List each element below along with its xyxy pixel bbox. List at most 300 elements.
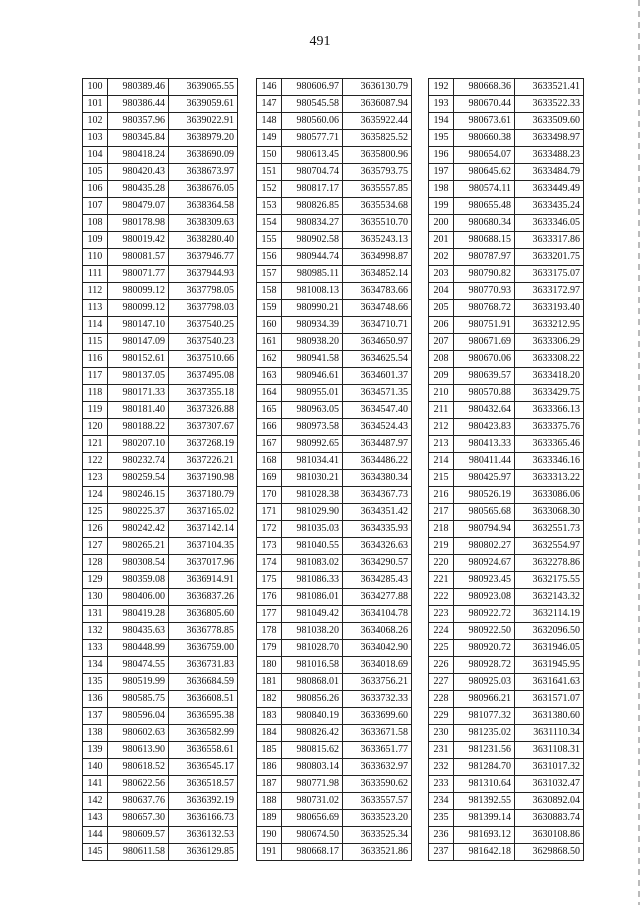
- x-coordinate: 980418.24: [108, 147, 169, 164]
- y-coordinate: 3636166.73: [169, 810, 238, 827]
- table-row: [429, 674, 584, 691]
- coordinate-table-2: [256, 78, 412, 861]
- table-row: [429, 198, 584, 215]
- x-coordinate: 980147.10: [108, 317, 169, 334]
- point-number: 195: [429, 130, 454, 147]
- x-coordinate: 980856.26: [282, 691, 343, 708]
- y-coordinate: 3633086.06: [515, 487, 584, 504]
- x-coordinate: 980613.45: [282, 147, 343, 164]
- table-row: [429, 147, 584, 164]
- x-coordinate: 980670.44: [454, 96, 515, 113]
- table-row: [257, 657, 412, 674]
- table-row: [429, 402, 584, 419]
- y-coordinate: 3633365.46: [515, 436, 584, 453]
- y-coordinate: 3637946.77: [169, 249, 238, 266]
- x-coordinate: 980688.15: [454, 232, 515, 249]
- y-coordinate: 3633651.77: [343, 742, 412, 759]
- x-coordinate: 980565.68: [454, 504, 515, 521]
- point-number: 228: [429, 691, 454, 708]
- table-row: [429, 334, 584, 351]
- point-number: 108: [83, 215, 108, 232]
- point-number: 163: [257, 368, 282, 385]
- point-number: 168: [257, 453, 282, 470]
- table-row: [83, 181, 238, 198]
- x-coordinate: 981030.21: [282, 470, 343, 487]
- x-coordinate: 980928.72: [454, 657, 515, 674]
- point-number: 111: [83, 266, 108, 283]
- point-number: 212: [429, 419, 454, 436]
- point-number: 135: [83, 674, 108, 691]
- y-coordinate: 3634042.90: [343, 640, 412, 657]
- table-row: [83, 266, 238, 283]
- x-coordinate: 980925.03: [454, 674, 515, 691]
- y-coordinate: 3636684.59: [169, 674, 238, 691]
- table-row: [83, 79, 238, 96]
- x-coordinate: 980019.42: [108, 232, 169, 249]
- x-coordinate: 980902.58: [282, 232, 343, 249]
- table-row: [257, 470, 412, 487]
- table-row: [429, 555, 584, 572]
- x-coordinate: 980474.55: [108, 657, 169, 674]
- table-row: [429, 504, 584, 521]
- x-coordinate: 980152.61: [108, 351, 169, 368]
- point-number: 167: [257, 436, 282, 453]
- x-coordinate: 980922.50: [454, 623, 515, 640]
- x-coordinate: 980526.19: [454, 487, 515, 504]
- y-coordinate: 3633449.49: [515, 181, 584, 198]
- table-row: [429, 249, 584, 266]
- table-row: [257, 368, 412, 385]
- x-coordinate: 980613.90: [108, 742, 169, 759]
- y-coordinate: 3639022.91: [169, 113, 238, 130]
- y-coordinate: 3631017.32: [515, 759, 584, 776]
- point-number: 179: [257, 640, 282, 657]
- y-coordinate: 3637142.14: [169, 521, 238, 538]
- table-row: [429, 470, 584, 487]
- table-row: [257, 436, 412, 453]
- point-number: 216: [429, 487, 454, 504]
- x-coordinate: 980668.36: [454, 79, 515, 96]
- table-row: [429, 708, 584, 725]
- point-number: 156: [257, 249, 282, 266]
- x-coordinate: 980657.30: [108, 810, 169, 827]
- x-coordinate: 980242.42: [108, 521, 169, 538]
- y-coordinate: 3634367.73: [343, 487, 412, 504]
- x-coordinate: 980670.06: [454, 351, 515, 368]
- table-row: [257, 334, 412, 351]
- y-coordinate: 3633484.79: [515, 164, 584, 181]
- table-row: [83, 827, 238, 844]
- x-coordinate: 980188.22: [108, 419, 169, 436]
- y-coordinate: 3635243.13: [343, 232, 412, 249]
- table-row: [83, 572, 238, 589]
- x-coordinate: 980840.19: [282, 708, 343, 725]
- x-coordinate: 980826.85: [282, 198, 343, 215]
- y-coordinate: 3633557.57: [343, 793, 412, 810]
- y-coordinate: 3638979.20: [169, 130, 238, 147]
- x-coordinate: 980817.17: [282, 181, 343, 198]
- x-coordinate: 980923.08: [454, 589, 515, 606]
- table-row: [257, 691, 412, 708]
- table-row: [257, 793, 412, 810]
- point-number: 231: [429, 742, 454, 759]
- point-number: 132: [83, 623, 108, 640]
- y-coordinate: 3633366.13: [515, 402, 584, 419]
- point-number: 148: [257, 113, 282, 130]
- table-row: [83, 759, 238, 776]
- x-coordinate: 980071.77: [108, 266, 169, 283]
- table-row: [83, 215, 238, 232]
- point-number: 213: [429, 436, 454, 453]
- point-number: 138: [83, 725, 108, 742]
- point-number: 186: [257, 759, 282, 776]
- table-row: [83, 793, 238, 810]
- point-number: 205: [429, 300, 454, 317]
- point-number: 189: [257, 810, 282, 827]
- y-coordinate: 3637307.67: [169, 419, 238, 436]
- y-coordinate: 3633756.21: [343, 674, 412, 691]
- y-coordinate: 3634068.26: [343, 623, 412, 640]
- point-number: 217: [429, 504, 454, 521]
- y-coordinate: 3634710.71: [343, 317, 412, 334]
- y-coordinate: 3633525.34: [343, 827, 412, 844]
- y-coordinate: 3637180.79: [169, 487, 238, 504]
- table-row: [429, 572, 584, 589]
- x-coordinate: 980973.58: [282, 419, 343, 436]
- x-coordinate: 980934.39: [282, 317, 343, 334]
- x-coordinate: 980099.12: [108, 283, 169, 300]
- x-coordinate: 980596.04: [108, 708, 169, 725]
- point-number: 196: [429, 147, 454, 164]
- y-coordinate: 3633313.22: [515, 470, 584, 487]
- y-coordinate: 3633375.76: [515, 419, 584, 436]
- x-coordinate: 980432.64: [454, 402, 515, 419]
- y-coordinate: 3633699.60: [343, 708, 412, 725]
- table-row: [83, 351, 238, 368]
- point-number: 109: [83, 232, 108, 249]
- x-coordinate: 980787.97: [454, 249, 515, 266]
- point-number: 107: [83, 198, 108, 215]
- point-number: 129: [83, 572, 108, 589]
- x-coordinate: 980577.71: [282, 130, 343, 147]
- y-coordinate: 3634571.35: [343, 385, 412, 402]
- table-row: [429, 368, 584, 385]
- y-coordinate: 3638280.40: [169, 232, 238, 249]
- x-coordinate: 980081.57: [108, 249, 169, 266]
- x-coordinate: 981077.32: [454, 708, 515, 725]
- point-number: 193: [429, 96, 454, 113]
- y-coordinate: 3639065.55: [169, 79, 238, 96]
- y-coordinate: 3636558.61: [169, 742, 238, 759]
- point-number: 123: [83, 470, 108, 487]
- y-coordinate: 3637944.93: [169, 266, 238, 283]
- point-number: 124: [83, 487, 108, 504]
- point-number: 128: [83, 555, 108, 572]
- point-number: 165: [257, 402, 282, 419]
- x-coordinate: 981049.42: [282, 606, 343, 623]
- point-number: 237: [429, 844, 454, 861]
- y-coordinate: 3634018.69: [343, 657, 412, 674]
- x-coordinate: 980673.61: [454, 113, 515, 130]
- table-row: [429, 419, 584, 436]
- point-number: 188: [257, 793, 282, 810]
- table-row: [429, 266, 584, 283]
- point-number: 215: [429, 470, 454, 487]
- x-coordinate: 980171.33: [108, 385, 169, 402]
- table-row: [257, 708, 412, 725]
- table-row: [257, 827, 412, 844]
- y-coordinate: 3638690.09: [169, 147, 238, 164]
- table-row: [83, 334, 238, 351]
- point-number: 131: [83, 606, 108, 623]
- x-coordinate: 981035.03: [282, 521, 343, 538]
- y-coordinate: 3635510.70: [343, 215, 412, 232]
- table-row: [429, 385, 584, 402]
- x-coordinate: 980768.72: [454, 300, 515, 317]
- x-coordinate: 980992.65: [282, 436, 343, 453]
- point-number: 190: [257, 827, 282, 844]
- y-coordinate: 3636778.85: [169, 623, 238, 640]
- x-coordinate: 980618.52: [108, 759, 169, 776]
- table-row: [257, 810, 412, 827]
- point-number: 229: [429, 708, 454, 725]
- point-number: 230: [429, 725, 454, 742]
- y-coordinate: 3629868.50: [515, 844, 584, 861]
- point-number: 106: [83, 181, 108, 198]
- table-row: [257, 266, 412, 283]
- table-row: [257, 555, 412, 572]
- x-coordinate: 980751.91: [454, 317, 515, 334]
- y-coordinate: 3633522.33: [515, 96, 584, 113]
- x-coordinate: 980834.27: [282, 215, 343, 232]
- y-coordinate: 3637104.35: [169, 538, 238, 555]
- point-number: 176: [257, 589, 282, 606]
- x-coordinate: 980137.05: [108, 368, 169, 385]
- table-row: [83, 130, 238, 147]
- table-row: [83, 555, 238, 572]
- point-number: 192: [429, 79, 454, 96]
- table-row: [83, 198, 238, 215]
- x-coordinate: 981016.58: [282, 657, 343, 674]
- point-number: 232: [429, 759, 454, 776]
- table-row: [257, 538, 412, 555]
- y-coordinate: 3636805.60: [169, 606, 238, 623]
- y-coordinate: 3638309.63: [169, 215, 238, 232]
- x-coordinate: 981642.18: [454, 844, 515, 861]
- point-number: 117: [83, 368, 108, 385]
- y-coordinate: 3633201.75: [515, 249, 584, 266]
- point-number: 172: [257, 521, 282, 538]
- table-row: [83, 300, 238, 317]
- point-number: 116: [83, 351, 108, 368]
- table-row: [83, 521, 238, 538]
- y-coordinate: 3637798.05: [169, 283, 238, 300]
- point-number: 100: [83, 79, 108, 96]
- point-number: 177: [257, 606, 282, 623]
- point-number: 169: [257, 470, 282, 487]
- y-coordinate: 3633488.23: [515, 147, 584, 164]
- point-number: 201: [429, 232, 454, 249]
- point-number: 127: [83, 538, 108, 555]
- point-number: 225: [429, 640, 454, 657]
- point-number: 150: [257, 147, 282, 164]
- table-row: [83, 147, 238, 164]
- point-number: 187: [257, 776, 282, 793]
- x-coordinate: 980225.37: [108, 504, 169, 521]
- point-number: 171: [257, 504, 282, 521]
- y-coordinate: 3633523.20: [343, 810, 412, 827]
- y-coordinate: 3631108.31: [515, 742, 584, 759]
- y-coordinate: 3636132.53: [169, 827, 238, 844]
- y-coordinate: 3633306.29: [515, 334, 584, 351]
- table-row: [83, 249, 238, 266]
- point-number: 208: [429, 351, 454, 368]
- y-coordinate: 3634783.66: [343, 283, 412, 300]
- coordinate-table-3: [428, 78, 584, 861]
- x-coordinate: 980246.15: [108, 487, 169, 504]
- table-row: [257, 521, 412, 538]
- table-row: [83, 232, 238, 249]
- point-number: 207: [429, 334, 454, 351]
- y-coordinate: 3631571.07: [515, 691, 584, 708]
- x-coordinate: 980411.44: [454, 453, 515, 470]
- table-row: [429, 538, 584, 555]
- coordinate-table-1: [82, 78, 238, 861]
- table-row: [83, 436, 238, 453]
- point-number: 219: [429, 538, 454, 555]
- y-coordinate: 3631110.34: [515, 725, 584, 742]
- x-coordinate: 980923.45: [454, 572, 515, 589]
- point-number: 147: [257, 96, 282, 113]
- x-coordinate: 980656.69: [282, 810, 343, 827]
- table-row: [83, 402, 238, 419]
- x-coordinate: 980611.58: [108, 844, 169, 861]
- y-coordinate: 3631946.05: [515, 640, 584, 657]
- point-number: 143: [83, 810, 108, 827]
- point-number: 152: [257, 181, 282, 198]
- table-row: [83, 470, 238, 487]
- x-coordinate: 980479.07: [108, 198, 169, 215]
- point-number: 181: [257, 674, 282, 691]
- y-coordinate: 3634335.93: [343, 521, 412, 538]
- table-row: [257, 776, 412, 793]
- y-coordinate: 3633435.24: [515, 198, 584, 215]
- point-number: 140: [83, 759, 108, 776]
- x-coordinate: 980938.20: [282, 334, 343, 351]
- y-coordinate: 3633521.86: [343, 844, 412, 861]
- x-coordinate: 980963.05: [282, 402, 343, 419]
- table-row: [83, 283, 238, 300]
- table-row: [257, 164, 412, 181]
- y-coordinate: 3635800.96: [343, 147, 412, 164]
- table-row: [257, 623, 412, 640]
- point-number: 101: [83, 96, 108, 113]
- point-number: 233: [429, 776, 454, 793]
- x-coordinate: 980207.10: [108, 436, 169, 453]
- point-number: 119: [83, 402, 108, 419]
- point-number: 197: [429, 164, 454, 181]
- x-coordinate: 980803.14: [282, 759, 343, 776]
- x-coordinate: 980178.98: [108, 215, 169, 232]
- x-coordinate: 981399.14: [454, 810, 515, 827]
- x-coordinate: 981693.12: [454, 827, 515, 844]
- point-number: 142: [83, 793, 108, 810]
- y-coordinate: 3635793.75: [343, 164, 412, 181]
- y-coordinate: 3636392.19: [169, 793, 238, 810]
- point-number: 226: [429, 657, 454, 674]
- y-coordinate: 3632175.55: [515, 572, 584, 589]
- x-coordinate: 980815.62: [282, 742, 343, 759]
- x-coordinate: 980574.11: [454, 181, 515, 198]
- y-coordinate: 3634650.97: [343, 334, 412, 351]
- y-coordinate: 3636130.79: [343, 79, 412, 96]
- y-coordinate: 3637017.96: [169, 555, 238, 572]
- x-coordinate: 980770.93: [454, 283, 515, 300]
- x-coordinate: 980955.01: [282, 385, 343, 402]
- y-coordinate: 3637226.21: [169, 453, 238, 470]
- point-number: 183: [257, 708, 282, 725]
- table-row: [429, 793, 584, 810]
- table-row: [257, 147, 412, 164]
- point-number: 194: [429, 113, 454, 130]
- y-coordinate: 3634285.43: [343, 572, 412, 589]
- y-coordinate: 3633429.75: [515, 385, 584, 402]
- table-row: [257, 606, 412, 623]
- point-number: 204: [429, 283, 454, 300]
- table-row: [257, 79, 412, 96]
- table-row: [429, 776, 584, 793]
- x-coordinate: 980413.33: [454, 436, 515, 453]
- table-row: [257, 504, 412, 521]
- y-coordinate: 3636595.38: [169, 708, 238, 725]
- x-coordinate: 980423.83: [454, 419, 515, 436]
- table-row: [257, 487, 412, 504]
- table-row: [83, 113, 238, 130]
- y-coordinate: 3632554.97: [515, 538, 584, 555]
- table-row: [83, 640, 238, 657]
- x-coordinate: 980099.12: [108, 300, 169, 317]
- table-row: [257, 419, 412, 436]
- y-coordinate: 3634326.63: [343, 538, 412, 555]
- page-number: 491: [309, 34, 331, 49]
- y-coordinate: 3637540.25: [169, 317, 238, 334]
- y-coordinate: 3637268.19: [169, 436, 238, 453]
- table-row: [257, 674, 412, 691]
- point-number: 211: [429, 402, 454, 419]
- y-coordinate: 3637798.03: [169, 300, 238, 317]
- y-coordinate: 3633346.05: [515, 215, 584, 232]
- point-number: 178: [257, 623, 282, 640]
- table-row: [257, 283, 412, 300]
- x-coordinate: 981086.33: [282, 572, 343, 589]
- y-coordinate: 3637510.66: [169, 351, 238, 368]
- table-row: [257, 113, 412, 130]
- y-coordinate: 3637190.98: [169, 470, 238, 487]
- table-row: [83, 776, 238, 793]
- table-row: [257, 572, 412, 589]
- point-number: 222: [429, 589, 454, 606]
- point-number: 146: [257, 79, 282, 96]
- table-row: [83, 164, 238, 181]
- table-row: [83, 96, 238, 113]
- x-coordinate: 980545.58: [282, 96, 343, 113]
- point-number: 139: [83, 742, 108, 759]
- point-number: 191: [257, 844, 282, 861]
- x-coordinate: 980645.62: [454, 164, 515, 181]
- x-coordinate: 981040.55: [282, 538, 343, 555]
- y-coordinate: 3630892.04: [515, 793, 584, 810]
- point-number: 118: [83, 385, 108, 402]
